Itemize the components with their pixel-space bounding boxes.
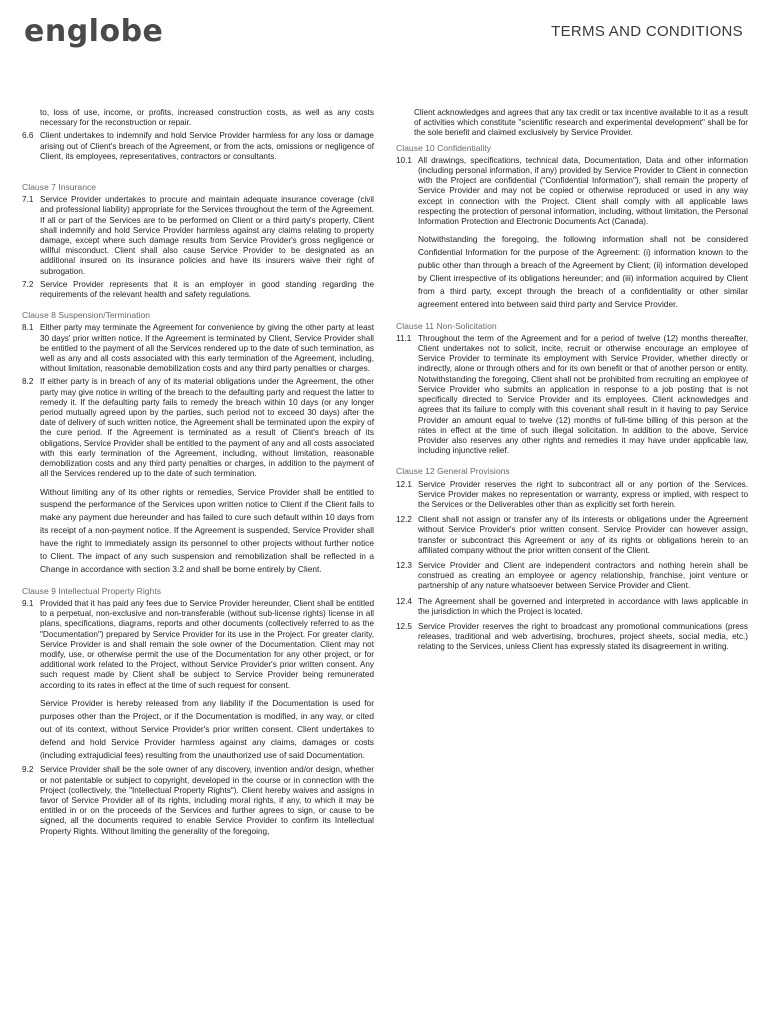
left-column	[22, 108, 374, 840]
clause-heading-10: Clause 10 Confidentiality	[396, 142, 492, 153]
clause-10-1-paragraph: Notwithstanding the foregoing, the following information shall not be considered Confidential Information for the purpose of the Agreement: (i) information known to the public other than through a breach of the Agreement by Client; (ii) information developed by Client irrespective of its obligations hereunder; and (iii) information acquired by Client from a third party, except through the breach of a confidentiality or other similar agreement entered into between said third party and Service Provider.	[418, 234, 748, 309]
page-title: TERMS AND CONDITIONS	[551, 23, 743, 40]
clause-heading-8: Clause 8 Suspension/Termination	[22, 310, 151, 321]
clause-12-2	[396, 515, 748, 556]
clause-number: 12.2	[396, 515, 412, 525]
clause-12-3	[396, 561, 748, 592]
clause-text: Service Provider reserves the right to broadcast any promotional communications (press releases, traditional and web advertising, brochures, project sheets, social media, etc.) relating to the Services, unless Client has expressly stated its disagreement in writing.	[418, 621, 748, 652]
paragraph-continued: Client acknowledges and agrees that any tax credit or tax incentive available to it as a result of activities which constitute "scientific research and experimental development" shall be for the sole benefit and claimed exclusively by Service Provider.	[414, 108, 748, 138]
clause-text: Service Provider and Client are independent contractors and nothing herein shall be construed as creating an employee or agency relationship, franchise, joint venture or partnership of any nature whatsoever between Service Provider and Client.	[418, 560, 748, 591]
clause-text: All drawings, specifications, technical data, Documentation, Data and other information (including personal information, if any) provided by Service Provider to Client in connection with the Project are confidential ("Confidential Information"), shall remain the property of Service Provider and may not be copied or otherwise reproduced or used in any way except in connection with the Project. Client shall comply with all applicable laws respecting the protection of personal information, including, without limitation, the Personal Information Protection and Electronic Documents Act (Canada).	[418, 155, 748, 227]
clause-text: Throughout the term of the Agreement and for a period of twelve (12) months thereafter, Client undertakes not to solicit, incite, recruit or otherwise encourage an employee of Service Provider to terminate its employment with Service Provider, whether directly or indirectly, alone or through others and for its own benefit or that of another person or entity. Notwithstanding the foregoing, Client shall not be prohibited from recruiting an employee of Service Provider who submits an application in response to a job posting that is not specifically directed to Service Provider and its employees. Client acknowledges and agrees that its failure to comply with this covenant shall result in it having to pay Service Provider an amount equal to twelve (12) months of full-time billing of this person at the rates in effect at the time of such illegal solicitation. In addition to the above, Service Provider also reserves any other rights and remedies it may have under applicable law, including injunctive relief.	[418, 333, 748, 456]
clause-heading-11: Clause 11 Non-Solicitation	[396, 320, 497, 331]
clause-text: Provided that it has paid any fees due to Service Provider hereunder, Client shall be entitled to a perpetual, non-exclusive and non-transferable (without sub-license rights) license in all plans, specifications, diagrams, reports and other documents (collectively referred to as the "Documentation") prepared by Service Provider for its use in the Project. For greater clarity, Service Provider is and shall remain the sole owner of the Documentation. Client may not modify, use, or otherwise permit the use of the Documentation for any other project, or for additional work related to the Project, without Service Provider's prior written consent. Any such request made by Client shall be subject to Service Provider being remunerated according to its rates in effect at the time of such request for consent.	[40, 599, 374, 690]
clause-7-1	[22, 195, 374, 277]
clause-heading-7: Clause 7 Insurance	[22, 182, 97, 193]
clause-11-1	[396, 334, 748, 456]
clause-8-2	[22, 377, 374, 479]
clause-text: Service Provider reserves the right to subcontract all or any portion of the Services. Service Provider makes no representation or warranty, express or implied, with respect to the Services or the Deliverables other than as explicitly set forth herein.	[418, 479, 748, 509]
clause-10-1	[396, 156, 748, 227]
clause-number: 6.6	[22, 131, 34, 141]
clause-12-1	[396, 480, 748, 511]
clause-number: 12.5	[396, 621, 412, 631]
clause-text: Either party may terminate the Agreement for convenience by giving the other party at least 30 days' prior written notice. If the Agreement is terminated by Client, Service Provider shall be entitled to the payment of all the Services rendered up to the date of such termination, as well as any and all costs associated with this early termination of the Agreement, including, without limitation, reasonable demobilization costs and any third party penalties or charges.	[40, 323, 374, 374]
clause-heading-12: Clause 12 General Provisions	[396, 466, 510, 477]
clause-text: Client shall not assign or transfer any of its interests or obligations under the Agreement without Service Provider's prior written consent. Service Provider can however assign, transfer or subcontract this Agreement or any of its rights or obligations herein to an affiliated company without the prior written consent of the Client.	[418, 515, 748, 555]
clause-number: 9.1	[22, 599, 34, 609]
clause-heading-9: Clause 9 Intellectual Property Rights	[22, 585, 162, 596]
clause-9-2	[22, 765, 374, 836]
clause-number: 12.4	[396, 596, 412, 606]
clause-text: Service Provider shall be the sole owner of any discovery, invention and/or design, whether or not patentable or subject to copyright, developed in the course or in connection with the Project (collectively, the "Intellectual Property Rights"). Client hereby waives and assigns in favor of Service Provider all of its rights, including moral rights, if any, to which it may be entitled in or on the proceeds of the Services and further agrees to sign, or cause to be signed, all the documents required to enable Service Provider to confirm its Intellectual Property Rights. Without limiting the generality of the foregoing,	[40, 765, 374, 836]
right-column	[396, 108, 748, 656]
clause-number: 9.2	[22, 765, 34, 775]
clause-number: 8.1	[22, 323, 34, 333]
clause-8-1	[22, 323, 374, 374]
clause-text: The Agreement shall be governed and interpreted in accordance with laws applicable in the jurisdiction in which the Project is located.	[418, 596, 748, 616]
clause-number: 10.1	[396, 155, 412, 165]
clause-number: 12.1	[396, 479, 412, 489]
paragraph-continued: to, loss of use, income, or profits, increased construction costs, as well as any costs necessary for the reconstruction or repair.	[40, 108, 374, 128]
clause-number: 7.2	[22, 279, 34, 289]
clause-12-4	[396, 597, 748, 617]
clause-6-6	[22, 131, 374, 162]
clause-8-2-paragraph: Without limiting any of its other rights or remedies, Service Provider shall be entitled to suspend the performance of the Services upon written notice to Client if the Client fails to make any payment due hereunder and has failed to cure such default within 10 days from its receipt of a non-payment notice. If the Agreement is suspended, Service Provider shall have the right to immediately assign its personnel to other projects without further notice to Client. The impact of any such suspension and remobilization shall be reflected in a Change in accordance with section 3.2 and shall be borne entirely by Client.	[40, 486, 374, 574]
clause-text: Client undertakes to indemnify and hold Service Provider harmless for any loss or damage arising out of Client's breach of the Agreement, or from the acts, omissions or negligence of Client, its employees, representatives, contractors or consultants.	[40, 131, 374, 161]
clause-12-5	[396, 622, 748, 653]
clause-number: 7.1	[22, 195, 34, 205]
clause-number: 12.3	[396, 560, 412, 570]
clause-text: If either party is in breach of any of its material obligations under the Agreement, the other party may give notice in writing of the breach to the defaulting party and request the latter to remedy it. If the defaulting party fails to remedy the breach within 10 days (or any longer period mutually agreed upon by the parties, such period not to exceed 30 days) after the date of delivery of such written notice, the Agreement shall be terminated upon the expiry of the cure period. If the Agreement is terminated as a result of Client's breach of its obligations, Service Provider shall be entitled to the payment of any and all costs associated with this early termination of the Agreement, including, without limitation, reasonable demobilization costs and any third party penalties or charges, in addition to the payment of all the Services rendered up to the date of such termination.	[40, 377, 374, 479]
clause-text: Service Provider undertakes to procure and maintain adequate insurance coverage (civil and professional liability) appropriate for the Services throughout the term of the Agreement. If all or part of the Services are to be performed on Client or a third party's property, Client shall indemnify and hold Service Provider harmless against any claims relating to property damage, except where such damage results from Service Provider's gross negligence or willful misconduct. Client shall also cause Service Provider to be designated as an additional insured on its insurance policies and have its insurers waive their right of subrogation.	[40, 195, 374, 276]
clause-number: 8.2	[22, 377, 34, 387]
clause-number: 11.1	[396, 333, 412, 343]
englobe-logo: englobe	[24, 14, 164, 49]
clause-9-1-paragraph: Service Provider is hereby released from any liability if the Documentation is used for purposes other than the Project, or if the Documentation is modified, in any way, or cited out of its context, without Service Provider's prior written consent. Client undertakes to defend and hold Service Provider harmless against any claims, damages or costs (including extrajudicial fees) resulting from the unauthorized use of said Documentation.	[40, 697, 374, 760]
clause-text: Service Provider represents that it is an employer in good standing regarding the requirements of the relevant health and safety regulations.	[40, 279, 374, 300]
clause-9-1	[22, 599, 374, 691]
clause-7-2	[22, 280, 374, 300]
